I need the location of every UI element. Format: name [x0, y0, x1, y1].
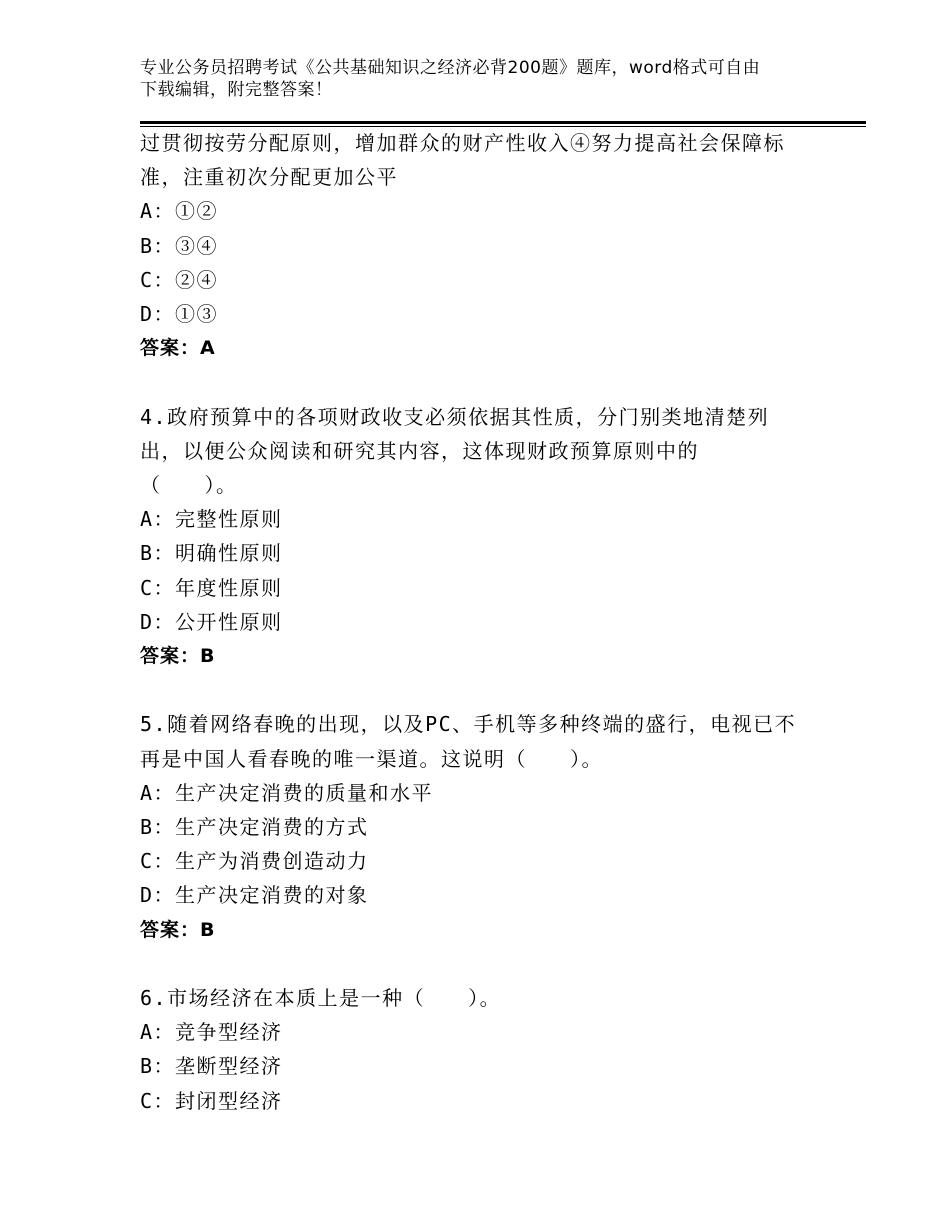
option-a: A：竞争型经济 — [140, 1020, 283, 1045]
question-4 — [140, 400, 820, 674]
spacer — [140, 947, 820, 981]
question-5 — [140, 707, 820, 946]
question-stem: 准，注重初次分配更加公平 — [140, 165, 398, 190]
option-c: C：②④ — [140, 267, 219, 292]
option-d: D：公开性原则 — [140, 609, 283, 634]
answer: 答案：B — [140, 918, 216, 941]
spacer — [140, 365, 820, 399]
option-c: C：年度性原则 — [140, 575, 283, 600]
question-stem: 6.市场经济在本质上是一种（ ）。 — [140, 986, 502, 1011]
option-a: A：①② — [140, 199, 219, 224]
answer: 答案：A — [140, 337, 216, 360]
option-b: B：明确性原则 — [140, 541, 283, 566]
header-line-2: 下载编辑，附完整答案！ — [140, 80, 333, 100]
question-6 — [140, 981, 820, 1118]
question-stem: 过贯彻按劳分配原则，增加群众的财产性收入④努力提高社会保障标 — [140, 131, 785, 155]
option-a: A：生产决定消费的质量和水平 — [140, 780, 434, 805]
header-line-1: 专业公务员招聘考试《公共基础知识之经济必背200题》题库，word格式可自由 — [140, 58, 761, 78]
option-b: B：垄断型经济 — [140, 1054, 283, 1079]
spacer — [140, 673, 820, 707]
option-a: A：完整性原则 — [140, 507, 283, 532]
option-d: D：①③ — [140, 302, 219, 327]
option-b: B：生产决定消费的方式 — [140, 815, 369, 840]
option-b: B：③④ — [140, 233, 219, 258]
question-stem: 5.随着网络春晚的出现，以及PC、手机等多种终端的盛行，电视已不 — [140, 712, 797, 737]
option-d: D：生产决定消费的对象 — [140, 883, 369, 908]
answer: 答案：B — [140, 645, 216, 668]
question-stem: 再是中国人看春晚的唯一渠道。这说明（ ）。 — [140, 746, 603, 771]
question-stem: 出，以便公众阅读和研究其内容，这体现财政预算原则中的 — [140, 438, 699, 463]
document-header — [140, 57, 820, 101]
option-c: C：封闭型经济 — [140, 1088, 283, 1113]
header-rule-thick — [140, 121, 866, 124]
question-stem: （ ）。 — [140, 473, 238, 498]
question-3 — [140, 126, 820, 365]
question-list — [140, 126, 820, 1118]
question-stem: 4.政府预算中的各项财政收支必须依据其性质，分门别类地清楚列 — [140, 404, 770, 429]
option-c: C：生产为消费创造动力 — [140, 849, 369, 874]
